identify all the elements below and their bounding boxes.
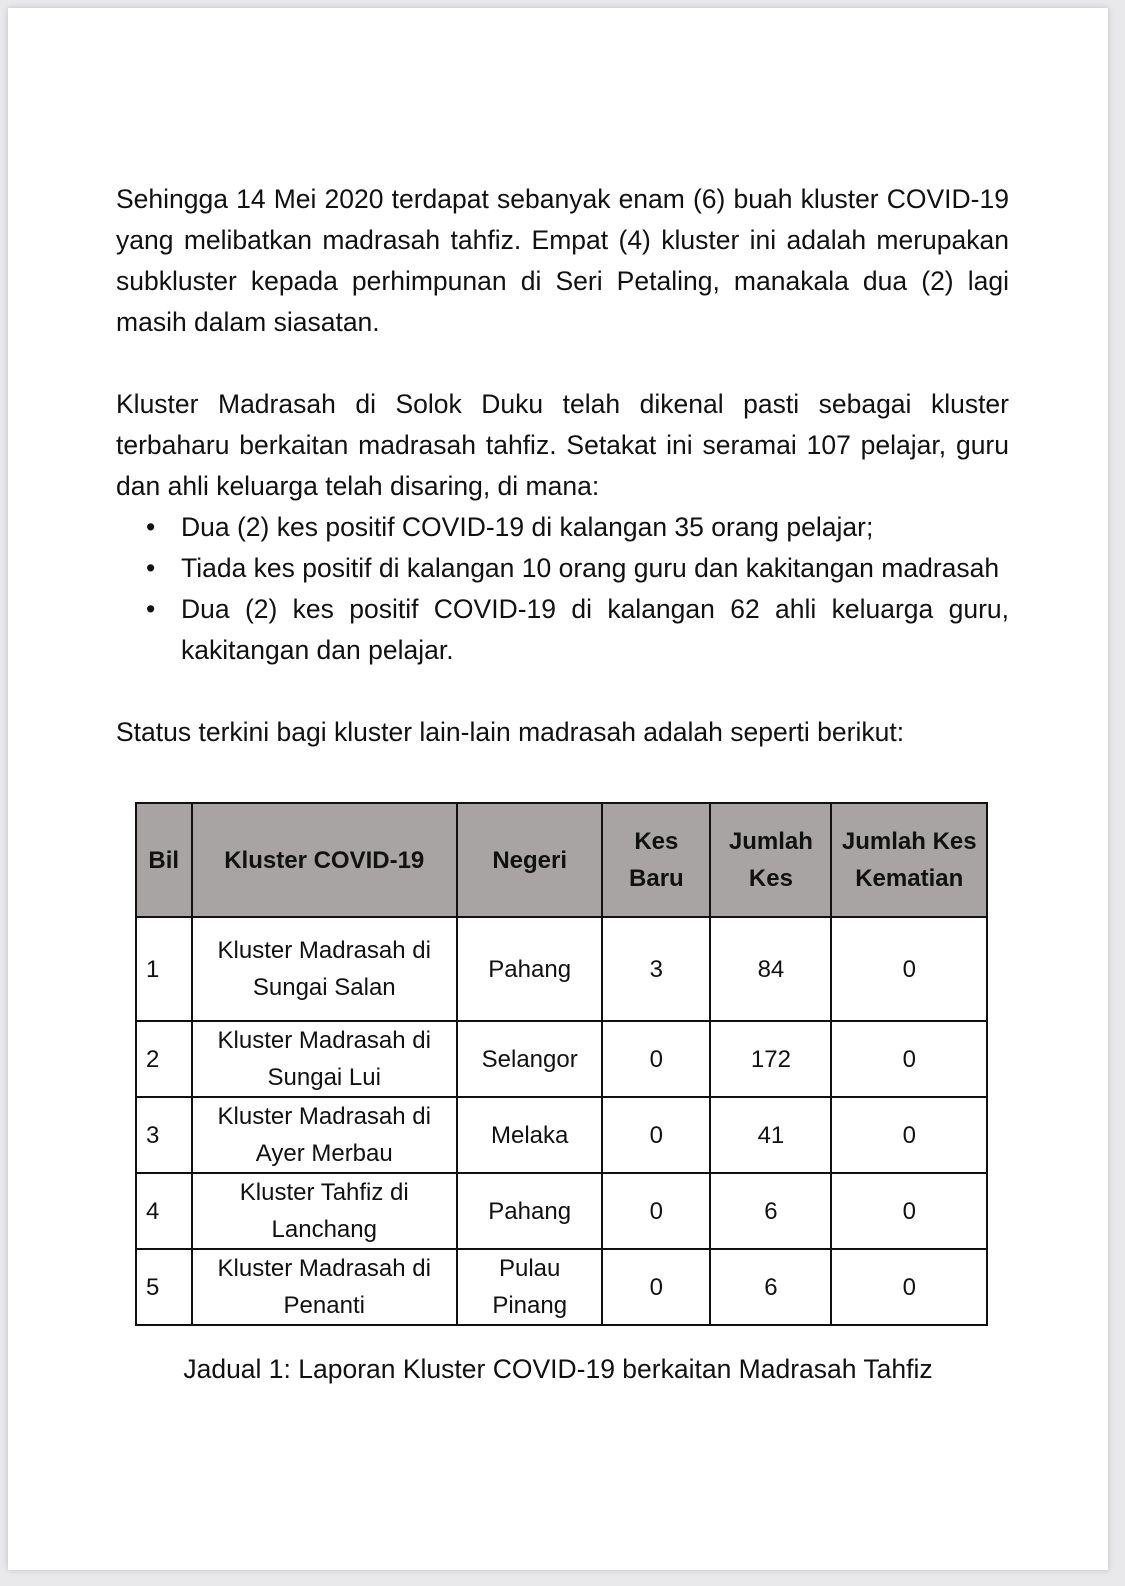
list-item-text: Tiada kes positif di kalangan 10 orang guru dan kakitangan madrasah xyxy=(181,553,1000,583)
header-negeri: Negeri xyxy=(457,803,602,917)
table-row xyxy=(136,917,987,1021)
screening-results-list xyxy=(116,507,1009,671)
cell-jumlah-kematian: 0 xyxy=(831,1249,987,1325)
document-page xyxy=(8,8,1108,1570)
cell-jumlah-kes: 84 xyxy=(710,917,831,1021)
cell-kes-baru: 0 xyxy=(602,1173,710,1249)
list-item-text: Dua (2) kes positif COVID-19 di kalangan 35 orang pelajar; xyxy=(181,512,874,542)
document-body xyxy=(116,179,1009,753)
cell-kluster: Kluster Madrasah di Penanti xyxy=(192,1249,457,1325)
cluster-table xyxy=(135,802,988,1326)
list-item xyxy=(116,548,1009,589)
cell-negeri: Melaka xyxy=(457,1097,602,1173)
cell-kes-baru: 3 xyxy=(602,917,710,1021)
cell-bil: 3 xyxy=(136,1097,192,1173)
cell-jumlah-kematian: 0 xyxy=(831,917,987,1021)
list-item xyxy=(116,589,1009,671)
table-row xyxy=(136,1173,987,1249)
cell-kluster: Kluster Tahfiz di Lanchang xyxy=(192,1173,457,1249)
cell-negeri: Pulau Pinang xyxy=(457,1249,602,1325)
cell-jumlah-kes: 41 xyxy=(710,1097,831,1173)
cell-jumlah-kes: 6 xyxy=(710,1173,831,1249)
bullet-icon: • xyxy=(146,594,156,624)
cell-kluster: Kluster Madrasah di Sungai Salan xyxy=(192,917,457,1021)
bullet-icon: • xyxy=(146,512,156,542)
cell-bil: 4 xyxy=(136,1173,192,1249)
cell-kes-baru: 0 xyxy=(602,1249,710,1325)
cell-jumlah-kematian: 0 xyxy=(831,1021,987,1097)
status-intro: Status terkini bagi kluster lain-lain madrasah adalah seperti berikut: xyxy=(116,717,905,747)
cell-jumlah-kematian: 0 xyxy=(831,1173,987,1249)
header-bil: Bil xyxy=(136,803,192,917)
cell-negeri: Selangor xyxy=(457,1021,602,1097)
cell-jumlah-kes: 172 xyxy=(710,1021,831,1097)
cell-kluster: Kluster Madrasah di Ayer Merbau xyxy=(192,1097,457,1173)
cell-bil: 5 xyxy=(136,1249,192,1325)
header-kluster: Kluster COVID-19 xyxy=(192,803,457,917)
list-item xyxy=(116,507,1009,548)
cell-kes-baru: 0 xyxy=(602,1021,710,1097)
cell-jumlah-kes: 6 xyxy=(710,1249,831,1325)
cell-kes-baru: 0 xyxy=(602,1097,710,1173)
table-row xyxy=(136,1097,987,1173)
cell-bil: 2 xyxy=(136,1021,192,1097)
cell-kluster: Kluster Madrasah di Sungai Lui xyxy=(192,1021,457,1097)
header-kes-baru: Kes Baru xyxy=(602,803,710,917)
cell-negeri: Pahang xyxy=(457,917,602,1021)
cell-negeri: Pahang xyxy=(457,1173,602,1249)
table-header-row xyxy=(136,803,987,917)
header-jumlah-kes-kematian: Jumlah Kes Kematian xyxy=(831,803,987,917)
cell-bil: 1 xyxy=(136,917,192,1021)
table-row xyxy=(136,1021,987,1097)
table-row xyxy=(136,1249,987,1325)
paragraph-solok-duku: Kluster Madrasah di Solok Duku telah dikenal pasti sebagai kluster terbaharu berkaitan madrasah tahfiz. Setakat ini seramai 107 pelajar, guru dan ahli keluarga telah disaring, di mana: xyxy=(116,389,1009,501)
bullet-icon: • xyxy=(146,553,156,583)
list-item-text: Dua (2) kes positif COVID-19 di kalangan 62 ahli keluarga guru, kakitangan dan pelajar. xyxy=(181,594,1009,665)
header-jumlah-kes: Jumlah Kes xyxy=(710,803,831,917)
table-caption: Jadual 1: Laporan Kluster COVID-19 berkaitan Madrasah Tahfiz xyxy=(183,1354,933,1384)
paragraph-cluster-summary: Sehingga 14 Mei 2020 terdapat sebanyak enam (6) buah kluster COVID-19 yang melibatkan madrasah tahfiz. Empat (4) kluster ini adalah merupakan subkluster kepada perhimpunan di Seri Petaling, manakala dua (2) lagi masih dalam siasatan. xyxy=(116,184,1009,337)
cell-jumlah-kematian: 0 xyxy=(831,1097,987,1173)
